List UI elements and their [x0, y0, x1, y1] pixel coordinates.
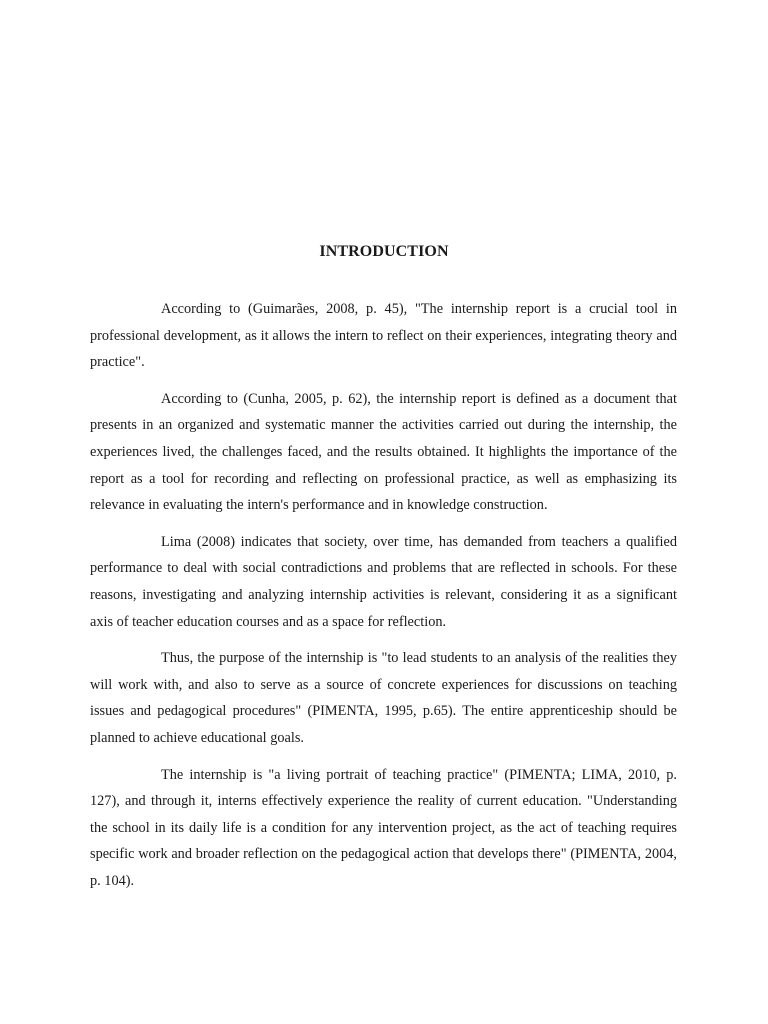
- paragraph-lima: Lima (2008) indicates that society, over time, has demanded from teachers a qualified performance to deal with social contradictions and problems that are reflected in schools. For these reasons, investigating and analyzing internship activities is relevant, considering it as a significant axis of teacher education courses and as a space for reflection.: [90, 533, 677, 630]
- paragraph-guimaraes: According to (Guimarães, 2008, p. 45), "The internship report is a crucial tool in professional development, as it allows the intern to reflect on their experiences, integrating theory and practice".: [90, 301, 677, 371]
- section-title: INTRODUCTION: [319, 243, 449, 260]
- paragraph-living-portrait: The internship is "a living portrait of teaching practice" (PIMENTA; LIMA, 2010, p. 127), and through it, interns effectively experience the reality of current education. "Understanding the school in its daily life is a condition for any intervention project, as the act of teaching requires specific work and broader reflection on the pedagogical action that develops there" (PIMENTA, 2004, p. 104).: [90, 766, 677, 889]
- body-text: [90, 296, 677, 904]
- paragraph-cunha: According to (Cunha, 2005, p. 62), the internship report is defined as a document that presents in an organized and systematic manner the activities carried out during the internship, the experiences lived, the challenges faced, and the results obtained. It highlights the importance of the report as a tool for recording and reflecting on professional practice, as well as emphasizing its relevance in evaluating the intern's performance and in knowledge construction.: [90, 390, 677, 514]
- paragraph-internship-purpose: Thus, the purpose of the internship is "to lead students to an analysis of the realities they will work with, and also to serve as a source of concrete experiences for discussions on teaching issues and pedagogical procedures" (PIMENTA, 1995, p.65). The entire apprenticeship should be planned to achieve educational goals.: [90, 650, 677, 746]
